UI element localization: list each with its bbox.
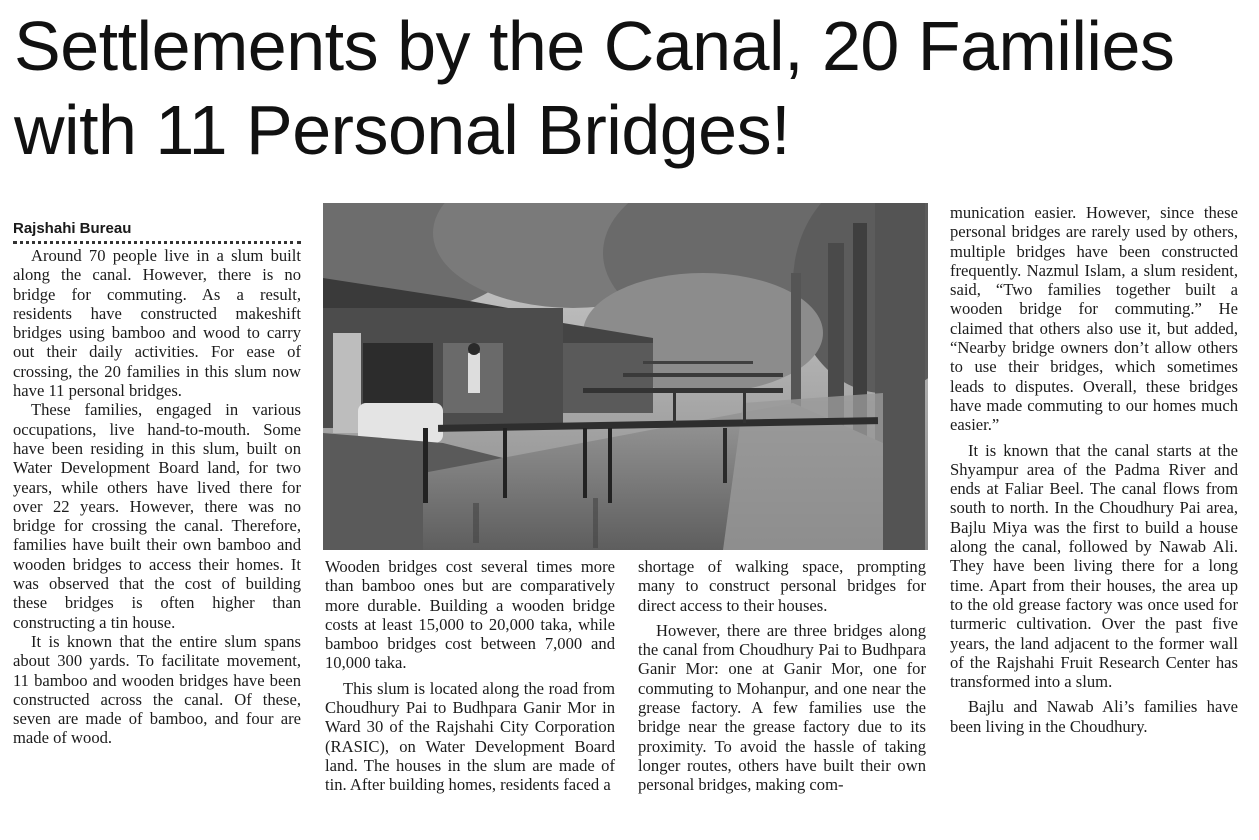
photo-icon xyxy=(323,203,928,550)
paragraph: Wooden bridges cost several times more than bamboo ones but are comparatively more durable. Building a wooden bridge costs at least 15,000 to 20,000 taka, while bamboo bridges cost between 7,000 and 10,000 taka. xyxy=(325,557,615,673)
paragraph: This slum is located along the road from Choudhury Pai to Budhpara Ganir Mor in Ward 30 of the Rajshahi City Corporation (RASIC), on Water Development Board land. The houses in the slum are made of tin. After building homes, residents faced a xyxy=(325,678,615,795)
paragraph: Around 70 people live in a slum built along the canal. However, there is no bridge for commuting. As a result, residents have constructed makeshift bridges using bamboo and wood to carry out their daily activities. For ease of crossing, the 20 families in this slum now have 11 personal bridges. xyxy=(13,246,301,401)
article-photo xyxy=(323,203,928,550)
paragraph: It is known that the canal starts at the Shyampur area of the Padma River and ends at Faliar Beel. The canal flows from south to north. In the Choudhury Pai area, Bajlu Miya was the first to build a house along the canal, followed by Nawab Ali. They have been living there for a long time. Apart from their houses, the area up to the old grease factory was once used for turmeric cultivation. Over the past five years, the land adjacent to the former wall of the Rajshahi Fruit Research Center has transformed into a slum. xyxy=(950,440,1238,692)
paragraph: shortage of walking space, prompting many to construct personal bridges for direct access to their houses. xyxy=(638,557,926,615)
article-column-4 xyxy=(950,203,1238,736)
paragraph: However, there are three bridges along the canal from Choudhury Pai to Budhpara Ganir Mor: one at Ganir Mor, one for commuting to Mohanpur, and one near the grease factory. A few families use the bridge near the grease factory due to its proximity. To avoid the hassle of taking longer routes, others have built their own personal bridges, making com- xyxy=(638,620,926,795)
paragraph: Bajlu and Nawab Ali’s families have been living in the Choudhury. xyxy=(950,697,1238,736)
headline: Settlements by the Canal, 20 Families with 11 Personal Bridges! xyxy=(14,7,1175,169)
paragraph: munication easier. However, since these personal bridges are rarely used by others, multiple bridges have been constructed frequently. Nazmul Islam, a slum resident, said, “Two families together built a wooden bridge for commuting.” He claimed that others also use it, but added, “Nearby bridge owners don’t allow others to use their bridges, which sometimes leads to disputes. Overall, these bridges have made commuting to our homes much easier.” xyxy=(950,203,1238,435)
article-column-2 xyxy=(325,557,615,795)
byline: Rajshahi Bureau xyxy=(13,220,301,244)
paragraph: It is known that the entire slum spans about 300 yards. To facilitate movement, 11 bamboo and wooden bridges have been constructed across the canal. Of these, seven are made of bamboo, and four are made of wood. xyxy=(13,631,301,748)
article-column-3 xyxy=(638,557,926,795)
paragraph: These families, engaged in various occupations, live hand-to-mouth. Some have been residing in this slum, built on Water Development Board land, for two years, while others have lived there for over 22 years. However, there was no bridge for crossing the canal. Therefore, families have built their own bamboo and wooden bridges to access their homes. It was observed that the cost of building these bridges is often higher than constructing a tin house. xyxy=(13,400,301,632)
article-column-1 xyxy=(13,246,301,748)
